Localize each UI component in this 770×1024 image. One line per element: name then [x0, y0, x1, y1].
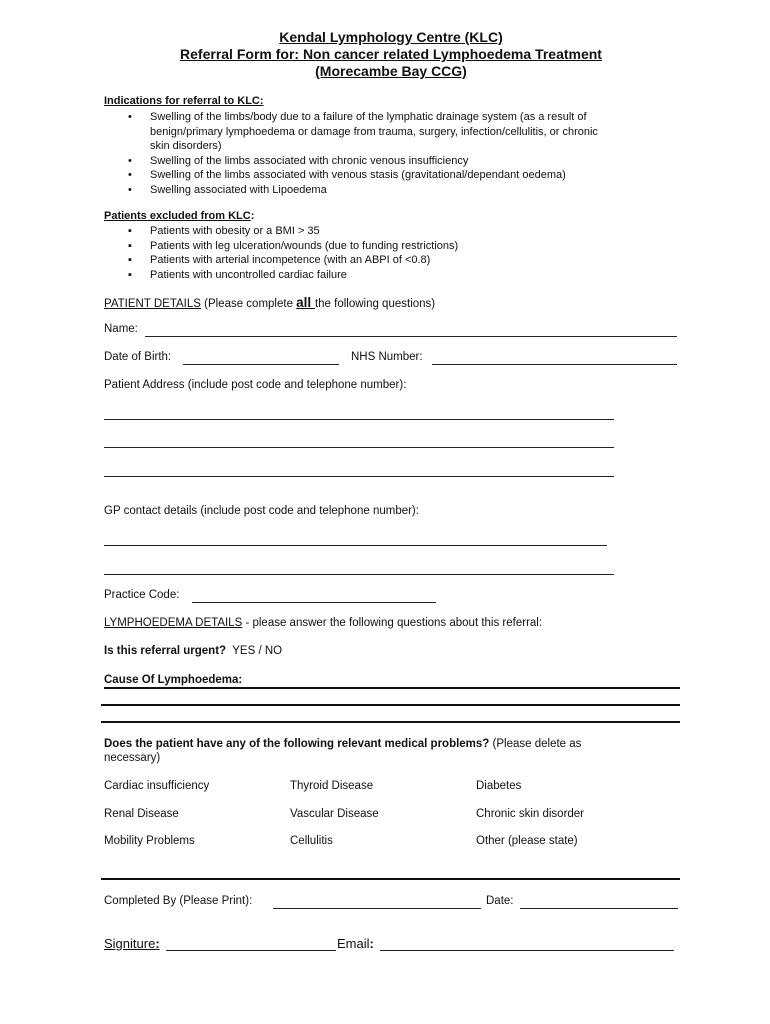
dob-label: Date of Birth:	[104, 351, 172, 363]
form-title-line1: Kendal Lymphology Centre (KLC)	[279, 29, 503, 45]
cause-field-line-3[interactable]	[101, 721, 680, 723]
lymphoedema-details-heading: LYMPHOEDEMA DETAILS - please answer the following questions about this referral:	[104, 617, 543, 629]
list-item: • Swelling of the limbs/body due to a failure of the lymphatic drainage system (as a result of	[128, 111, 587, 123]
patient-address-line-3[interactable]	[104, 476, 614, 477]
patient-address-label: Patient Address (include post code and telephone number):	[104, 379, 407, 391]
nhs-number-label: NHS Number:	[351, 351, 423, 363]
list-item: • Swelling of the limbs associated with venous stasis (gravitational/dependant oedema)	[128, 169, 566, 181]
nhs-number-field[interactable]	[432, 364, 677, 365]
practice-code-label: Practice Code:	[104, 589, 180, 601]
square-bullet-icon: ▪	[128, 239, 132, 252]
signature-label: Signiture:	[104, 936, 160, 951]
condition-diabetes[interactable]: Diabetes	[476, 780, 522, 792]
name-label: Name:	[104, 323, 138, 335]
gp-contact-label: GP contact details (include post code and telephone number):	[104, 505, 419, 517]
condition-vascular-disease[interactable]: Vascular Disease	[290, 808, 379, 820]
square-bullet-icon: ▪	[128, 254, 132, 266]
date-label: Date:	[486, 895, 514, 907]
medical-question-note: necessary)	[104, 752, 161, 764]
bullet-icon: •	[128, 169, 132, 181]
condition-other[interactable]: Other (please state)	[476, 835, 578, 847]
square-bullet-icon: ▪	[128, 225, 132, 237]
condition-cardiac-insufficiency[interactable]: Cardiac insufficiency	[104, 780, 210, 792]
list-item: ▪ Patients with arterial incompetence (with an ABPI of <0.8)	[128, 254, 431, 266]
section-divider	[101, 878, 680, 880]
bullet-icon: •	[128, 183, 132, 196]
email-field[interactable]	[380, 950, 674, 951]
date-field[interactable]	[520, 908, 678, 909]
form-title-line2: Referral Form for: Non cancer related Lymphoedema Treatment	[180, 46, 602, 62]
bullet-icon: •	[128, 154, 132, 167]
urgent-question: Is this referral urgent? YES / NO	[104, 645, 283, 657]
indications-heading: Indications for referral to KLC:	[104, 95, 264, 107]
patient-address-line-2[interactable]	[104, 447, 614, 448]
list-item: ▪ Patients with leg ulceration/wounds (due to funding restrictions)	[128, 239, 459, 252]
condition-renal-disease[interactable]: Renal Disease	[104, 808, 179, 820]
completed-by-field[interactable]	[273, 908, 481, 909]
exclusions-heading: Patients excluded from KLC:	[104, 210, 255, 222]
condition-chronic-skin-disorder[interactable]: Chronic skin disorder	[476, 808, 585, 820]
cause-field-line-2[interactable]	[101, 704, 680, 706]
form-title-line3: (Morecambe Bay CCG)	[315, 63, 467, 79]
signature-field[interactable]	[166, 950, 336, 951]
name-field[interactable]	[145, 336, 677, 337]
list-item: benign/primary lymphoedema or damage from trauma, surgery, infection/cellulitis, or chronic	[150, 125, 598, 138]
cause-field-line-1[interactable]	[104, 687, 680, 689]
list-item: ▪ Patients with obesity or a BMI > 35	[128, 225, 320, 237]
bullet-icon: •	[128, 111, 132, 123]
condition-mobility-problems[interactable]: Mobility Problems	[104, 835, 195, 847]
completed-by-label: Completed By (Please Print):	[104, 895, 253, 907]
dob-field[interactable]	[183, 364, 339, 365]
exclusions-list	[104, 224, 704, 282]
condition-cellulitis[interactable]: Cellulitis	[290, 835, 333, 847]
practice-code-field[interactable]	[192, 602, 436, 603]
indications-list	[104, 110, 704, 197]
cause-label: Cause Of Lymphoedema:	[104, 674, 243, 686]
gp-contact-line-1[interactable]	[104, 545, 607, 546]
list-item: • Swelling of the limbs associated with chronic venous insufficiency	[128, 154, 469, 167]
condition-thyroid-disease[interactable]: Thyroid Disease	[290, 780, 374, 792]
patient-address-line-1[interactable]	[104, 419, 614, 420]
square-bullet-icon: ▪	[128, 268, 132, 281]
list-item: ▪ Patients with uncontrolled cardiac failure	[128, 268, 347, 281]
list-item: skin disorders)	[150, 140, 222, 152]
patient-details-heading: PATIENT DETAILS (Please complete all the following questions)	[104, 295, 436, 310]
medical-question: Does the patient have any of the following relevant medical problems? (Please delete as	[104, 738, 582, 750]
gp-contact-line-2[interactable]	[104, 574, 614, 575]
list-item: • Swelling associated with Lipoedema	[128, 183, 327, 196]
email-label: Email:	[337, 936, 374, 951]
urgent-yes-no[interactable]: YES / NO	[232, 645, 283, 657]
